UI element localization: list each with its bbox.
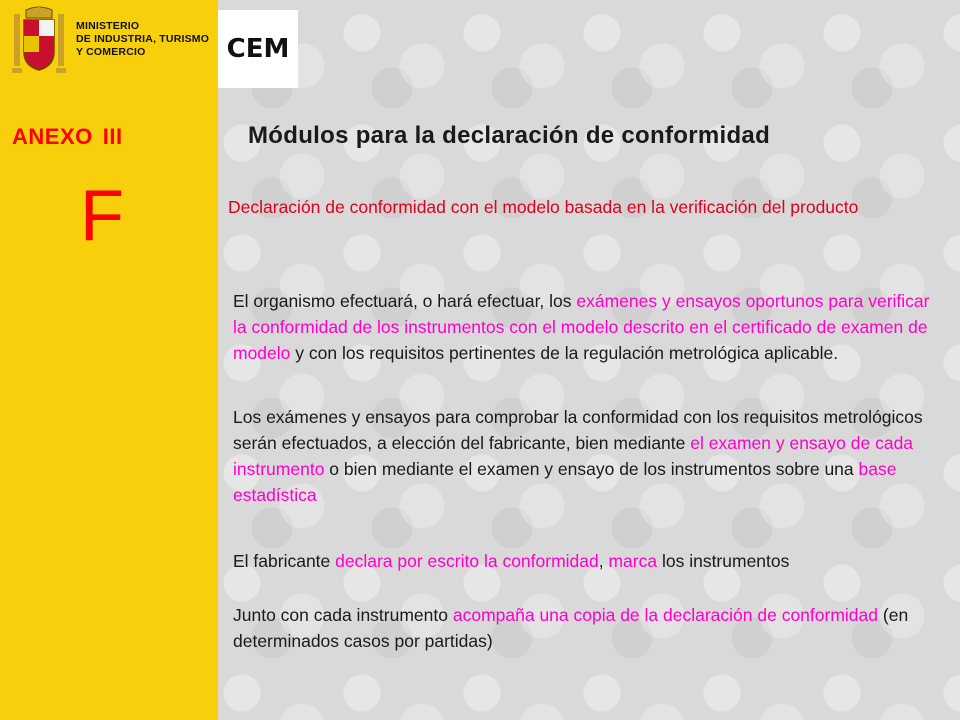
paragraph-copy bbox=[233, 602, 945, 654]
p4-text-a: Junto con cada instrumento bbox=[233, 605, 453, 625]
coat-of-arms-icon bbox=[8, 6, 70, 82]
module-subtitle: Declaración de conformidad con el modelo basada en la verificación del producto bbox=[228, 197, 859, 217]
p2-text-a: Los exámenes y ensayos para comprobar la conformidad con los requisitos metrológicos serán efectuados, a elección del fabricante, bien mediante bbox=[233, 407, 923, 453]
cem-logo bbox=[218, 10, 298, 88]
paragraph-manufacturer bbox=[233, 548, 945, 574]
sidebar bbox=[0, 0, 218, 720]
p3-highlight-marks: marca bbox=[608, 551, 658, 571]
ministry-line-3: Y COMERCIO bbox=[76, 46, 146, 58]
ministry-header bbox=[0, 0, 218, 88]
p1-text-a: El organismo efectuará, o hará efectuar, los bbox=[233, 291, 577, 311]
p3-highlight-declares: declara por escrito la conformidad bbox=[335, 551, 599, 571]
p3-text-e: los instrumentos bbox=[657, 551, 790, 571]
p1-highlight: exámenes y ensayos oportunos para verificar la conformidad de los instrumentos con el modelo descrito en el certificado de examen de modelo bbox=[233, 291, 930, 363]
paragraph-tests bbox=[233, 404, 945, 508]
p4-text-c: (en determinados casos por partidas) bbox=[233, 605, 909, 651]
annex-heading bbox=[12, 124, 123, 150]
ministry-line-2: DE INDUSTRIA, TURISMO bbox=[76, 33, 210, 45]
p2-highlight-each: el examen y ensayo de cada instrumento bbox=[233, 433, 914, 479]
page-title: Módulos para la declaración de conformidad bbox=[248, 122, 771, 149]
p3-text-c: , bbox=[598, 551, 609, 571]
p2-highlight-statistical: base estadística bbox=[233, 459, 897, 505]
p2-text-c: o bien mediante el examen y ensayo de los instrumentos sobre una bbox=[324, 459, 859, 479]
p3-text-a: El fabricante bbox=[233, 551, 336, 571]
cem-logo-text: CEM bbox=[226, 34, 290, 64]
ministry-name bbox=[76, 20, 209, 59]
paragraph-verification bbox=[233, 288, 945, 366]
p1-text-c: y con los requisitos pertinentes de la regulación metrológica aplicable. bbox=[290, 343, 839, 363]
annex-number: III bbox=[102, 124, 123, 149]
annex-label: ANEXO bbox=[12, 124, 93, 149]
ministry-line-1: MINISTERIO bbox=[76, 20, 140, 32]
p4-highlight: acompaña una copia de la declaración de conformidad bbox=[452, 605, 879, 625]
module-letter: F bbox=[80, 176, 124, 256]
